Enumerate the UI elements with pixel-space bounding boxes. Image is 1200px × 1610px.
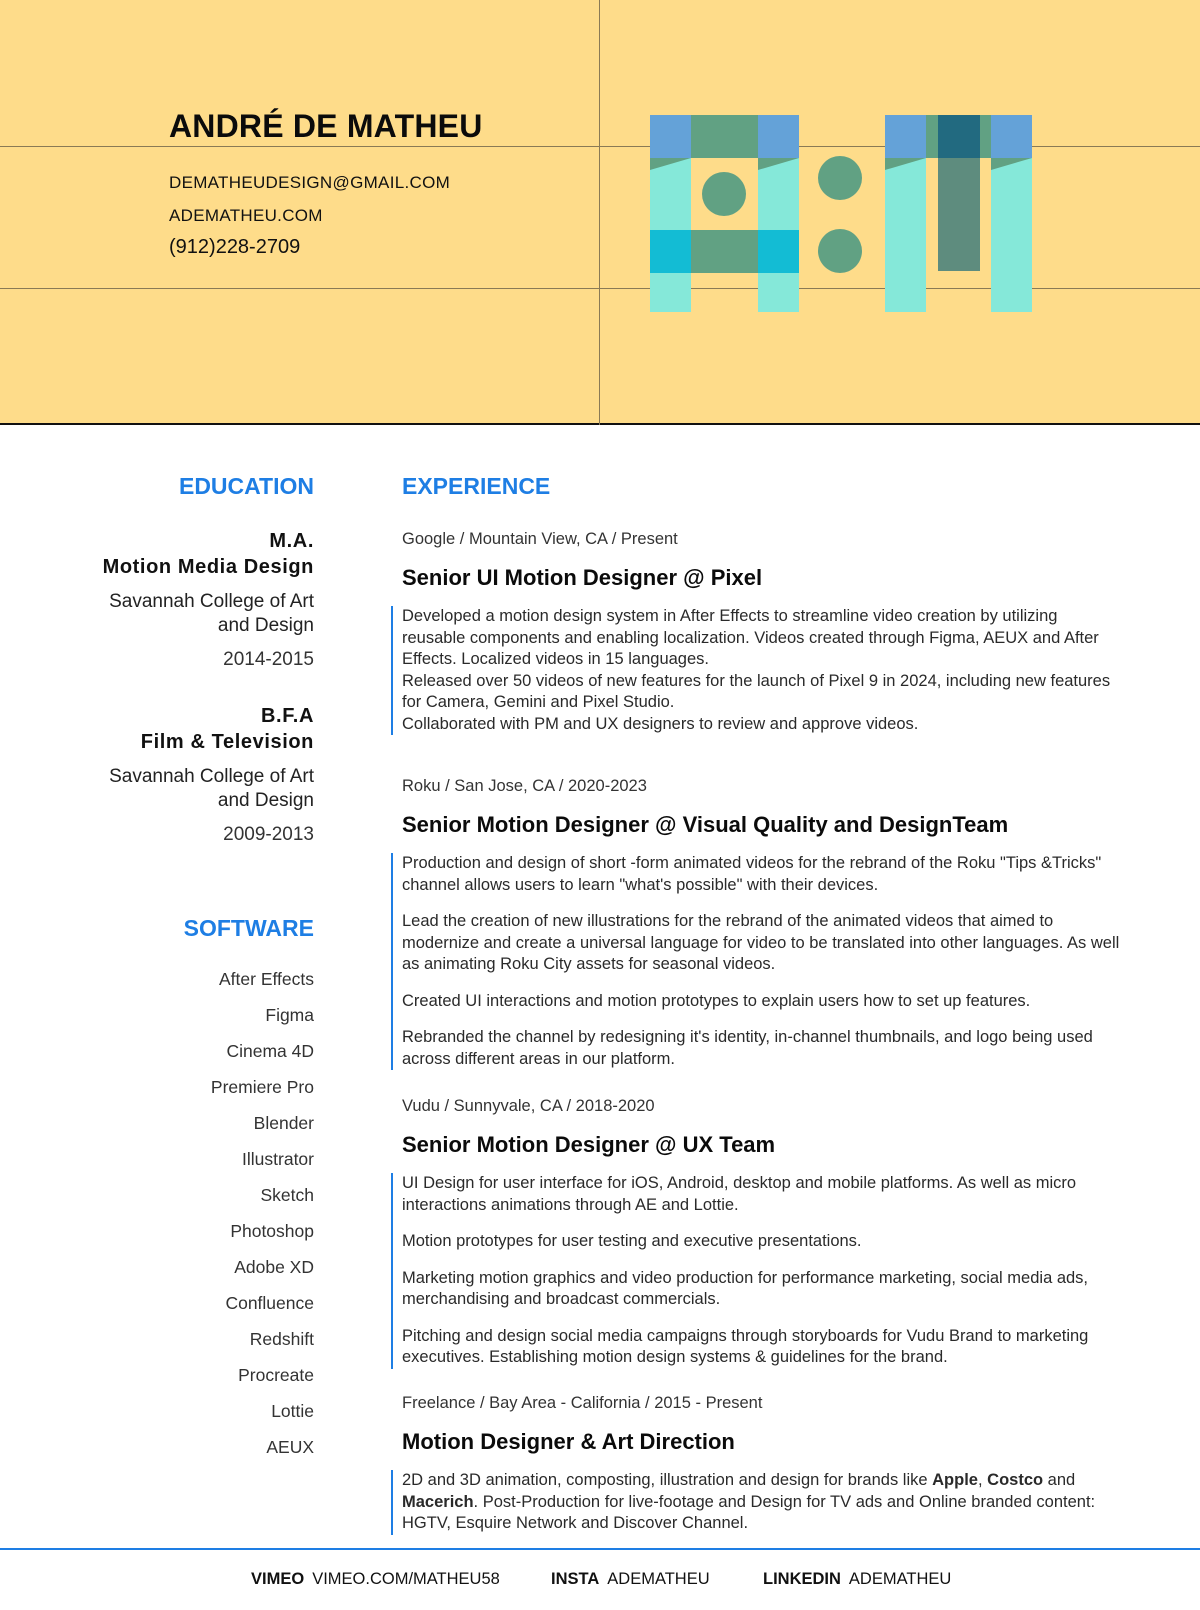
degree-level: M.A. [269,530,314,552]
website-link[interactable]: ADEMATHEU.COM [169,206,323,225]
school-name-line: and Design [217,790,314,811]
school-name [109,765,314,813]
software-item: Illustrator [242,1149,314,1169]
logo-bar [991,115,1032,158]
brand-name: Apple [932,1471,978,1489]
page-title: ANDRÉ DE MATHEU [169,108,483,144]
job-entry [402,1392,1122,1535]
job-paragraph: UI Design for user interface for iOS, Android, desktop and mobile platforms. As well as micro interactions animations through AE and Lottie. [402,1174,1077,1214]
linkedin-handle: ADEMATHEU [848,1570,952,1588]
job-meta: Roku / San Jose, CA / 2020-2023 [402,777,647,795]
vimeo-label: VIMEO [251,1570,305,1588]
software-item: Photoshop [230,1221,314,1241]
job-paragraph: Motion prototypes for user testing and executive presentations. [402,1232,862,1250]
logo-bar [758,115,799,158]
software-item: Sketch [260,1185,314,1205]
footer-divider [0,1548,1200,1550]
brand-name: Macerich [402,1492,474,1511]
monogram-logo [650,115,1032,312]
software-item: After Effects [219,969,314,989]
job-paragraph: Created UI interactions and motion prototypes to explain users how to set up features. [402,991,1031,1010]
job-description [391,606,1122,735]
software-item: Cinema 4D [226,1041,314,1061]
linkedin-label: LINKEDIN [763,1570,841,1588]
logo-bar [650,115,691,158]
job-paragraph: Developed a motion design system in After Effects to streamline video creation by utilizing reusable components and enabling localization. Videos created through Figma, AEUX and After Effects. Localized videos in 15 languages. [402,607,1099,668]
logo-bar [938,158,980,271]
job-meta: Freelance / Bay Area - California / 2015 - Present [402,1394,763,1412]
vimeo-url: VIMEO.COM/MATHEU58 [312,1570,500,1588]
software-item: Premiere Pro [210,1077,314,1097]
job-title: Motion Designer & Art Direction [402,1429,735,1454]
education-years: 2009-2013 [223,824,314,845]
education-years: 2014-2015 [223,649,314,670]
degree-field: Motion Media Design [102,556,314,578]
job-title: Senior Motion Designer @ UX Team [402,1132,776,1157]
job-entry [402,775,1122,1070]
brand-name: Costco [987,1471,1044,1489]
linkedin-link[interactable] [763,1570,951,1589]
education-entry [109,703,314,847]
logo-dot [702,172,746,216]
logo-dot [818,156,862,200]
logo-bar [758,230,799,273]
school-name-line: and Design [217,615,314,636]
job-paragraph [402,1470,1122,1535]
software-item: Blender [253,1113,314,1133]
insta-handle: ADEMATHEU [607,1570,710,1588]
header-banner [0,0,1200,425]
software-item: Confluence [225,1293,314,1313]
job-title: Senior UI Motion Designer @ Pixel [402,565,763,590]
software-item: Redshift [249,1329,314,1349]
software-heading: SOFTWARE [183,915,314,941]
education-heading: EDUCATION [178,473,314,499]
job-entry [402,528,1122,735]
degree-field: Film & Television [140,731,314,753]
instagram-link[interactable] [551,1570,710,1589]
school-name [103,590,314,638]
degree-level: B.F.A [261,705,314,727]
software-list [211,967,314,1471]
logo-bar [885,115,926,158]
job-paragraph: Collaborated with PM and UX designers to review and approve videos. [402,714,919,733]
software-item: Figma [265,1005,314,1025]
logo-dot [818,229,862,273]
experience-heading: EXPERIENCE [402,473,551,499]
job-paragraph: Released over 50 videos of new features for the launch of Pixel 9 in 2024, including new features for Camera, Gemini and Pixel Studio. [402,671,1111,711]
job-meta: Google / Mountain View, CA / Present [402,530,678,548]
job-paragraph: Rebranded the channel by redesigning it's identity, in-channel thumbnails, and logo being used across different areas in our platform. [402,1028,1093,1068]
text-run: , [977,1471,988,1489]
text-run: and [1043,1471,1076,1489]
software-item: Adobe XD [234,1257,314,1277]
insta-label: INSTA [551,1570,600,1588]
job-paragraph: Marketing motion graphics and video production for performance marketing, social media ads, merchandising and broadcast commercials. [402,1268,1089,1308]
job-meta: Vudu / Sunnyvale, CA / 2018-2020 [402,1097,655,1115]
logo-bar [938,115,980,158]
job-description [391,1173,1122,1369]
education-entry [103,528,314,672]
text-run: . Post-Production for live-footage and Design for TV ads and Online branded content: HGTV, Esquire Network and Discover Channel. [402,1492,1096,1532]
job-paragraph: Lead the creation of new illustrations for the rebrand of the animated videos that aimed to modernize and create a universal language for video to be translated into other languages. As well as animating Roku City assets for seasonal videos. [402,912,1120,973]
job-title: Senior Motion Designer @ Visual Quality and DesignTeam [402,812,1009,837]
vimeo-link[interactable] [251,1570,500,1589]
email-link[interactable]: DEMATHEUDESIGN@GMAIL.COM [169,173,451,192]
school-name-line: Savannah College of Art [109,591,314,612]
grid-line [599,0,600,425]
job-description [391,853,1122,1070]
software-item: Lottie [271,1401,314,1421]
text-run: 2D and 3D animation, composting, illustration and design for brands like [402,1471,933,1489]
job-paragraph: Production and design of short -form animated videos for the rebrand of the Roku "Tips &Tricks" channel allows users to learn "what's possible" with their devices. [402,854,1102,894]
logo-bar [691,115,758,158]
logo-bar [691,230,758,273]
phone-number: (912)228-2709 [169,236,301,258]
logo-bar [650,230,691,273]
job-entry [402,1095,1122,1369]
job-description [391,1470,1122,1535]
school-name-line: Savannah College of Art [109,766,314,787]
software-item: Procreate [238,1365,314,1385]
software-item: AEUX [266,1437,314,1457]
job-paragraph: Pitching and design social media campaigns through storyboards for Vudu Brand to marketing executives. Establishing motion design systems & guidelines for the brand. [402,1326,1089,1366]
